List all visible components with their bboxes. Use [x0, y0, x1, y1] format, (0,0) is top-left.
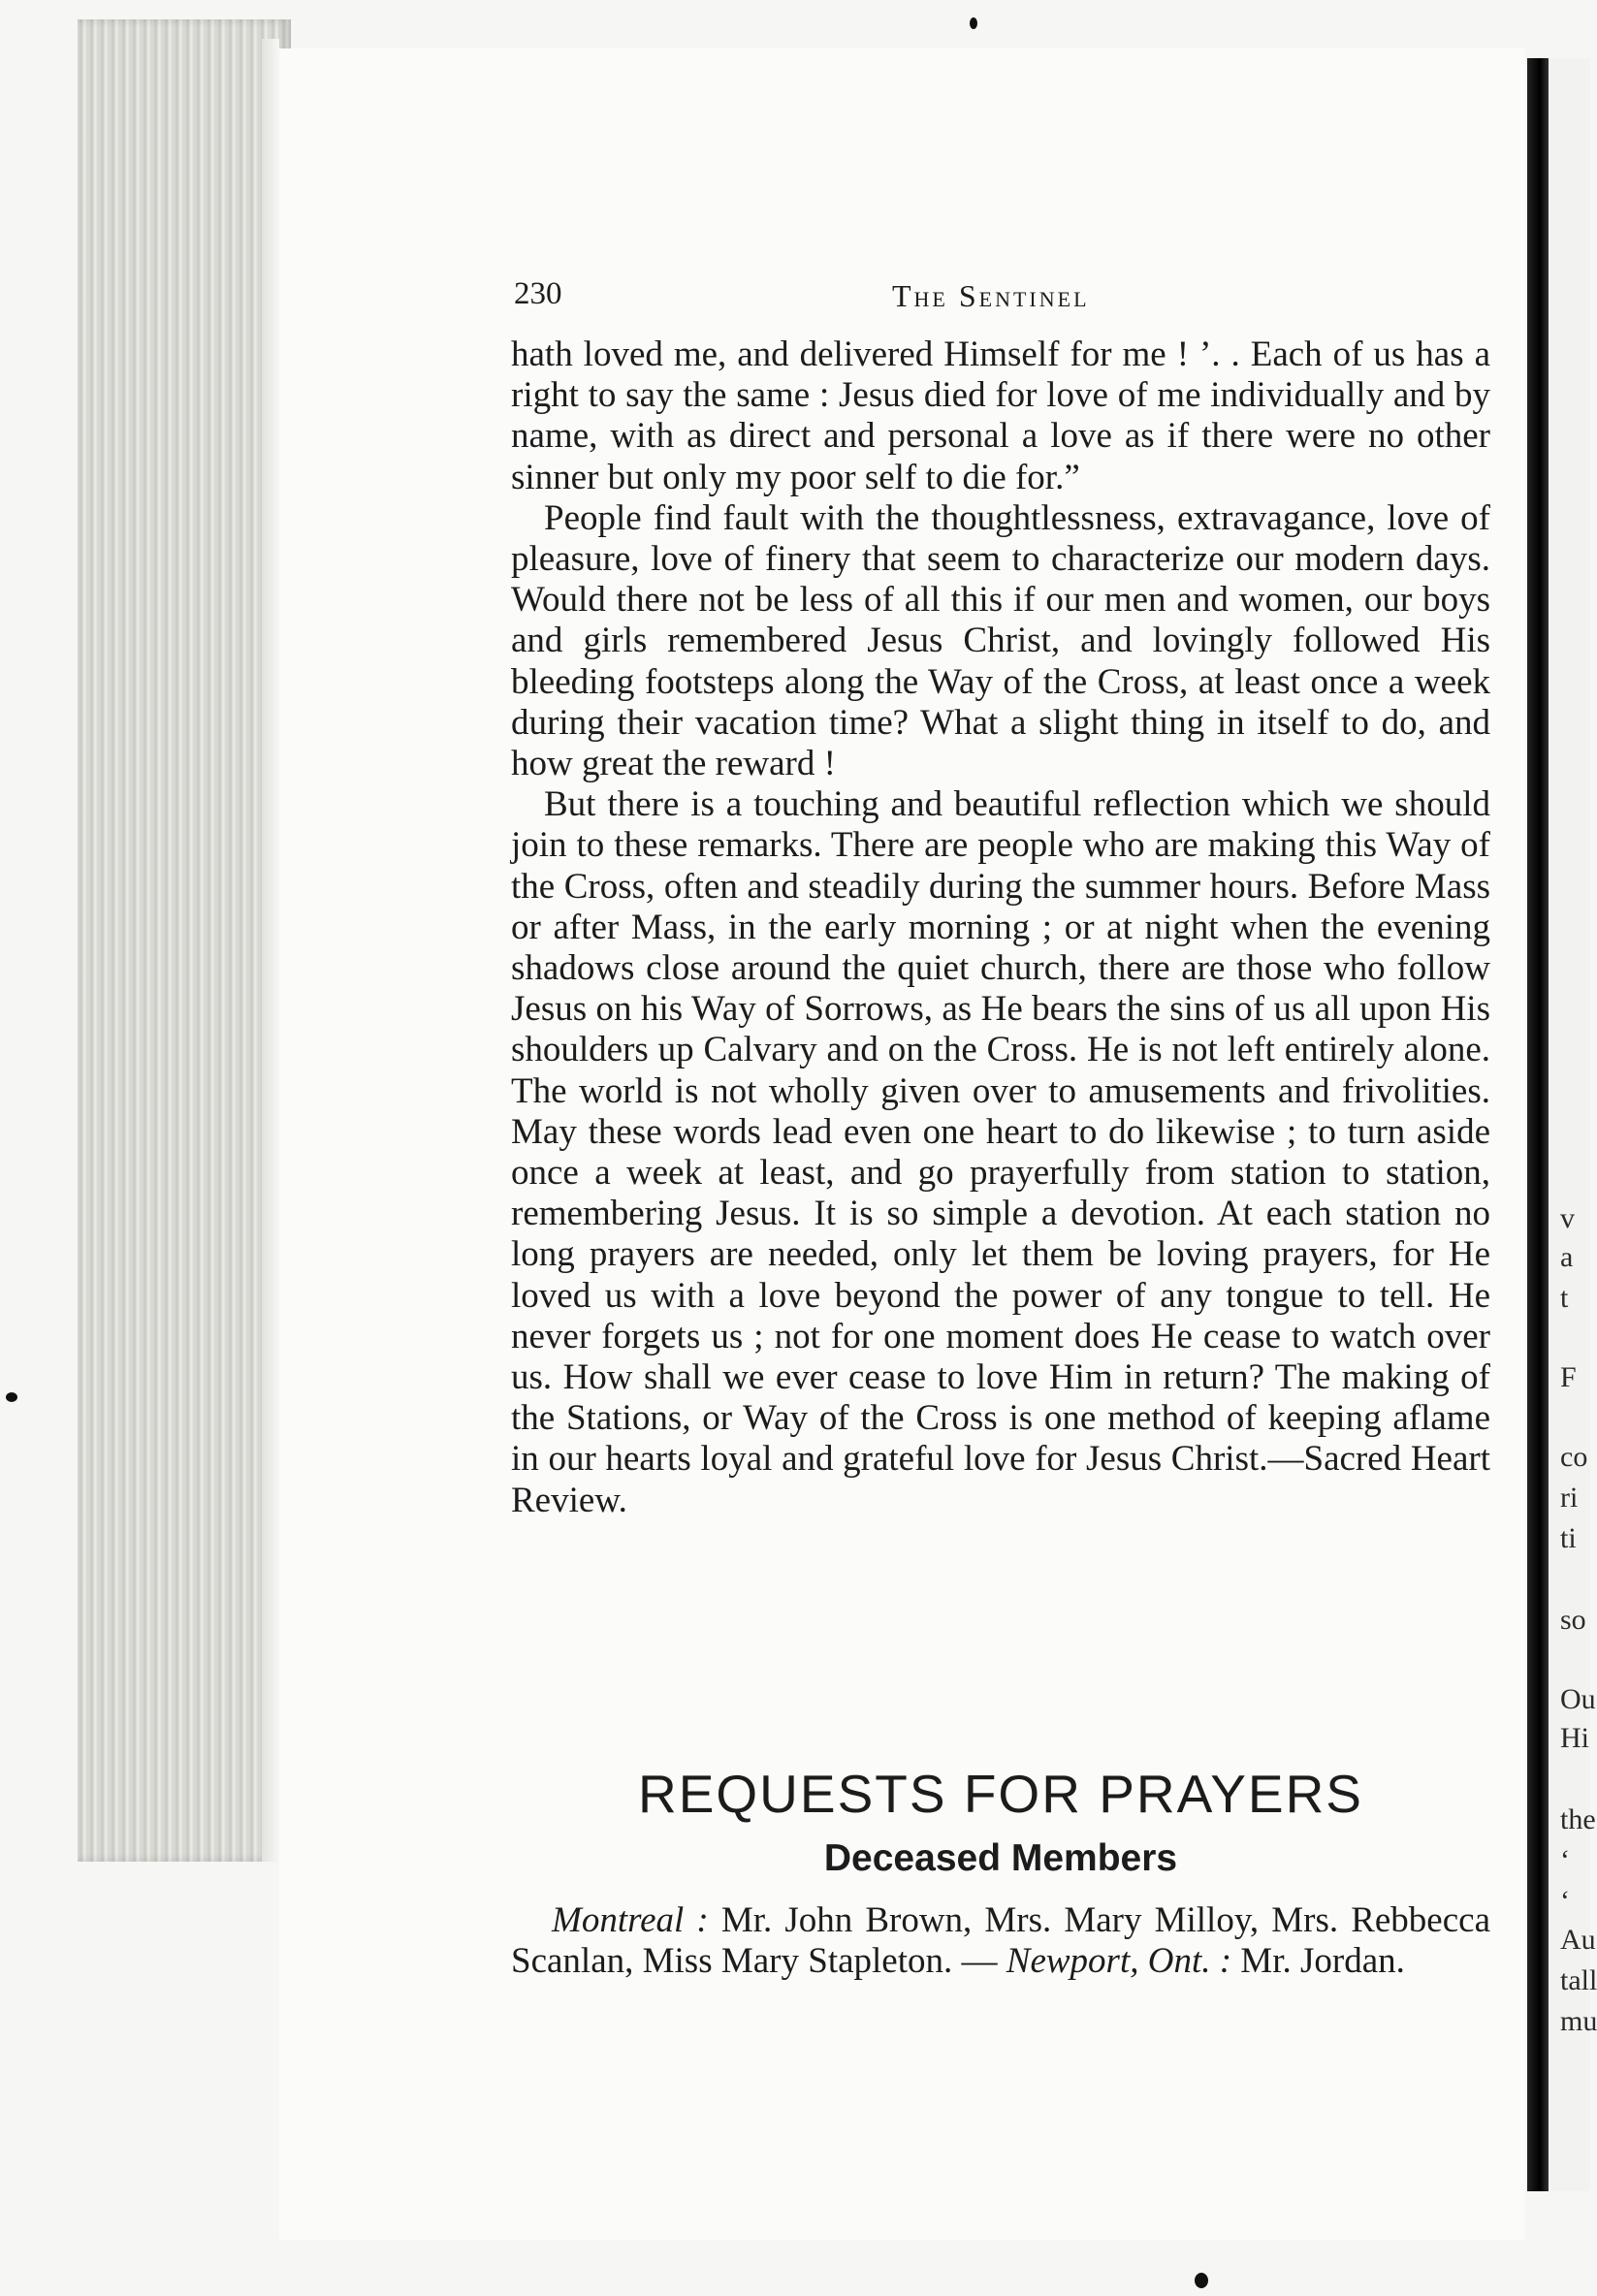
page-number: 230 [514, 276, 562, 311]
book-page-stack [78, 19, 291, 1862]
facing-page-edge [1549, 58, 1597, 2191]
member-names: Mr. John Brown, Mrs. Mary Milloy, Mrs. Rebbecca Scanlan, Miss Mary Stapleton. — [511, 1900, 1490, 1981]
book-gutter [1527, 58, 1549, 2191]
facing-page-fragment: Ou [1560, 1683, 1596, 1715]
place-name: Newport, Ont. : [1006, 1941, 1232, 1981]
journal-title: The Sentinel [892, 278, 1090, 313]
page-stack-edge [262, 39, 279, 1862]
member-names: Mr. Jordan. [1231, 1941, 1405, 1981]
article-paragraph: But there is a touching and beautiful reflection which we should join to these remarks. There are people who are making this Way of the Cross, often and steadily during the summer hours. Before Mass or after Mass, in the early morning ; or at night when the evening shadows close around the quiet church, there are those who follow Jesus on his Way of Sorrows, as He bears the sins of us all upon His shoulders up Calvary and on the Cross. He is not left entirely alone. The world is not wholly given over to amusements and frivolities. May these words lead even one heart to do likewise ; to turn aside once a week at least, and go prayerfully from station to station, remembering Jesus. It is so simple a devotion. At each station no long prayers are needed, only let them be loving prayers, for He loved us with a love beyond the power of any tongue to tell. He never forgets us ; not for one moment does He cease to watch over us. How shall we ever cease to love Him in return? The making of the Stations, or Way of the Cross is one method of keeping aflame in our hearts loyal and grateful love for Jesus Christ.—Sacred Heart Review. [511, 784, 1490, 1520]
facing-page-fragment: ri [1560, 1482, 1579, 1514]
section-heading: REQUESTS FOR PRAYERS [638, 1764, 1363, 1824]
facing-page-fragment: ‘ [1560, 1844, 1570, 1876]
facing-page-fragment: the [1560, 1803, 1596, 1835]
deceased-entry [511, 1900, 1490, 1982]
facing-page-fragment: tall [1560, 1964, 1597, 1996]
article-body [511, 335, 1490, 1521]
facing-page-fragment: t [1560, 1282, 1569, 1314]
scan-speck [6, 1392, 17, 1402]
scan-speck [1195, 2273, 1208, 2288]
facing-page-fragment: mu [1560, 2005, 1597, 2037]
facing-page-fragment: Au [1560, 1924, 1596, 1956]
article-paragraph: People find fault with the thoughtlessness, extravagance, love of pleasure, love of finery that seem to characterize our modern days. Would there not be less of all this if our men and women, our boys and girls remembered Jesus Christ, and lovingly followed His bleeding footsteps along the Way of the Cross, at least once a week during their vacation time? What a slight thing in itself to do, and how great the reward ! [511, 497, 1490, 784]
facing-page-fragment: co [1560, 1441, 1588, 1473]
facing-page-fragment: ti [1560, 1522, 1577, 1554]
facing-page-fragment: v [1560, 1202, 1575, 1234]
section-subheading: Deceased Members [823, 1837, 1178, 1879]
facing-page-fragment: ‘ [1560, 1885, 1570, 1917]
article-paragraph: hath loved me, and delivered Himself for me ! ’. . Each of us has a right to say the same : Jesus died for love of me individually and by name, with as direct and personal a love as if there were no other sinner but only my poor self to die for.” [511, 335, 1490, 497]
scan-speck [970, 17, 977, 29]
facing-page-fragment: F [1560, 1361, 1577, 1393]
facing-page-fragment: a [1560, 1241, 1574, 1273]
deceased-members-list [511, 1900, 1490, 1982]
place-name: Montreal : [552, 1900, 709, 1940]
facing-page-fragment: so [1560, 1604, 1586, 1636]
facing-page-fragment: Hi [1560, 1722, 1589, 1754]
running-head [514, 276, 1484, 319]
